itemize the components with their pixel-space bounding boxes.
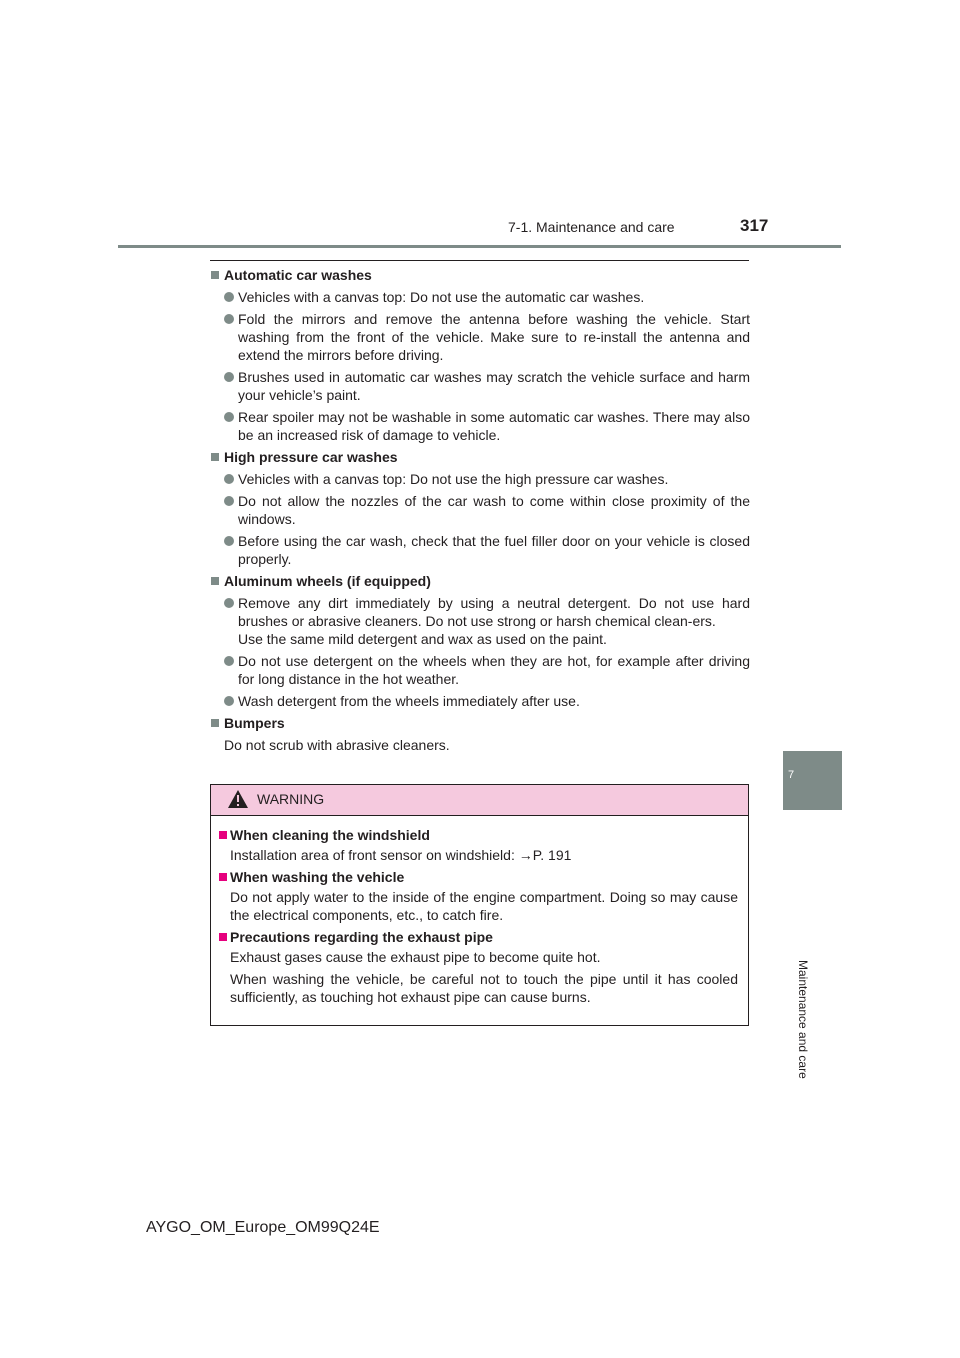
list-item: Wash detergent from the wheels immediately after use.: [210, 692, 750, 710]
warning-text: Do not apply water to the inside of the engine compartment. Doing so may cause the electrical components, etc., to catch fire.: [230, 889, 738, 923]
square-bullet-icon: [211, 271, 219, 279]
list-item: Vehicles with a canvas top: Do not use the high pressure car washes.: [210, 470, 750, 488]
document-code: AYGO_OM_Europe_OM99Q24E: [146, 1219, 380, 1236]
warning-triangle-icon: [227, 789, 249, 809]
warning-heading: Precautions regarding the exhaust pipe: [219, 928, 738, 946]
square-bullet-icon: [219, 831, 227, 839]
circle-bullet-icon: [224, 474, 234, 484]
warning-text: Installation area of front sensor on windshield: →P. 191: [230, 847, 572, 863]
content-rule: [210, 260, 749, 261]
warning-text: When washing the vehicle, be careful not to touch the pipe until it has cooled sufficiently, as touching hot exhaust pipe can cause burns.: [230, 971, 738, 1005]
list-item: Rear spoiler may not be washable in some automatic car washes. There may also be an increased risk of damage to vehicle.: [210, 408, 750, 444]
circle-bullet-icon: [224, 412, 234, 422]
section-heading: Automatic car washes: [210, 266, 750, 284]
warning-box: [210, 784, 749, 1026]
warning-header: [211, 785, 748, 816]
circle-bullet-icon: [224, 656, 234, 666]
list-item-continuation: Use the same mild detergent and wax as used on the paint.: [238, 631, 607, 647]
list-item: Fold the mirrors and remove the antenna before washing the vehicle. Start washing from the front of the vehicle. Make sure to re-install the antenna and extend the mirrors before driving.: [210, 310, 750, 364]
chapter-title: Maintenance and care: [796, 960, 810, 1079]
section-heading: High pressure car washes: [210, 448, 750, 466]
circle-bullet-icon: [224, 496, 234, 506]
warning-text: Exhaust gases cause the exhaust pipe to become quite hot.: [230, 949, 601, 965]
circle-bullet-icon: [224, 536, 234, 546]
warning-title: WARNING: [257, 791, 325, 807]
header-rule: [118, 245, 841, 248]
list-item: Brushes used in automatic car washes may scratch the vehicle surface and harm your vehicle’s paint.: [210, 368, 750, 404]
main-content: [210, 266, 750, 754]
list-item: Vehicles with a canvas top: Do not use the automatic car washes.: [210, 288, 750, 306]
square-bullet-icon: [219, 873, 227, 881]
square-bullet-icon: [211, 719, 219, 727]
circle-bullet-icon: [224, 314, 234, 324]
section-text: Do not scrub with abrasive cleaners.: [224, 737, 450, 753]
section-heading: Bumpers: [210, 714, 750, 732]
chapter-number: 7: [788, 769, 795, 781]
section-heading: Aluminum wheels (if equipped): [210, 572, 750, 590]
list-item: Before using the car wash, check that the fuel filler door on your vehicle is closed properly.: [210, 532, 750, 568]
list-item: Do not use detergent on the wheels when they are hot, for example after driving for long distance in the hot weather.: [210, 652, 750, 688]
circle-bullet-icon: [224, 372, 234, 382]
warning-heading: When cleaning the windshield: [219, 826, 738, 844]
list-item: Do not allow the nozzles of the car wash to come within close proximity of the windows.: [210, 492, 750, 528]
list-item: Remove any dirt immediately by using a neutral detergent. Do not use hard brushes or abrasive cleaners. Do not use strong or harsh chemical clean-ers.: [210, 594, 750, 630]
circle-bullet-icon: [224, 292, 234, 302]
square-bullet-icon: [211, 453, 219, 461]
circle-bullet-icon: [224, 696, 234, 706]
circle-bullet-icon: [224, 598, 234, 608]
square-bullet-icon: [211, 577, 219, 585]
square-bullet-icon: [219, 933, 227, 941]
section-title: 7-1. Maintenance and care: [508, 219, 675, 235]
warning-heading: When washing the vehicle: [219, 868, 738, 886]
page-number: 317: [740, 216, 769, 235]
warning-body: [211, 816, 748, 1006]
